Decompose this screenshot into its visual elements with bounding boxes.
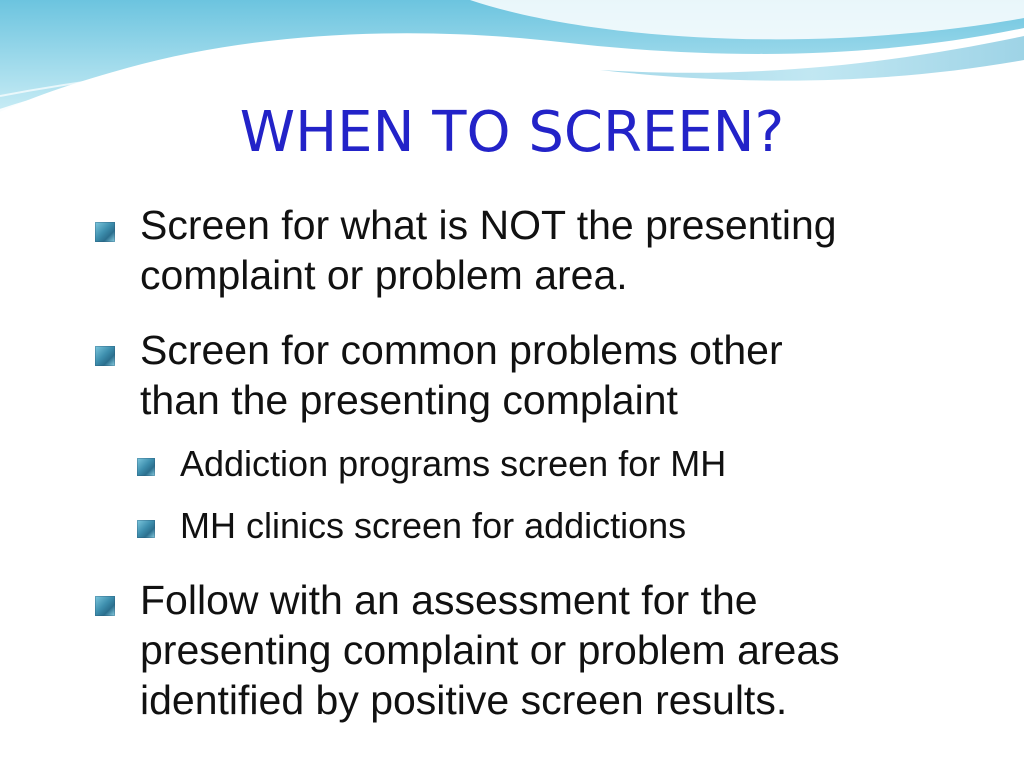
bullet-line: MH clinics screen for addictions <box>180 505 687 546</box>
bullet-item <box>140 325 960 425</box>
bullet-line: Screen for common problems other <box>140 327 783 373</box>
bullet-line: Screen for what is NOT the presenting <box>140 202 837 248</box>
bullet-line: Follow with an assessment for the <box>140 577 758 623</box>
sub-bullet-square-icon <box>137 458 155 476</box>
bullet-line: complaint or problem area. <box>140 252 628 298</box>
bullet-item <box>140 575 960 725</box>
bullet-line: Addiction programs screen for MH <box>180 443 727 484</box>
bullet-line: presenting complaint or problem areas <box>140 627 840 673</box>
bullet-line: identified by positive screen results. <box>140 677 788 723</box>
bullet-square-icon <box>95 222 115 242</box>
bullet-line: than the presenting complaint <box>140 377 678 423</box>
sub-bullet-square-icon <box>137 520 155 538</box>
sub-bullet-item <box>180 442 960 486</box>
bullet-square-icon <box>95 346 115 366</box>
bullet-item <box>140 200 960 300</box>
sub-bullet-item <box>180 504 960 548</box>
bullet-square-icon <box>95 596 115 616</box>
slide-title: WHEN TO SCREEN? <box>239 100 785 165</box>
